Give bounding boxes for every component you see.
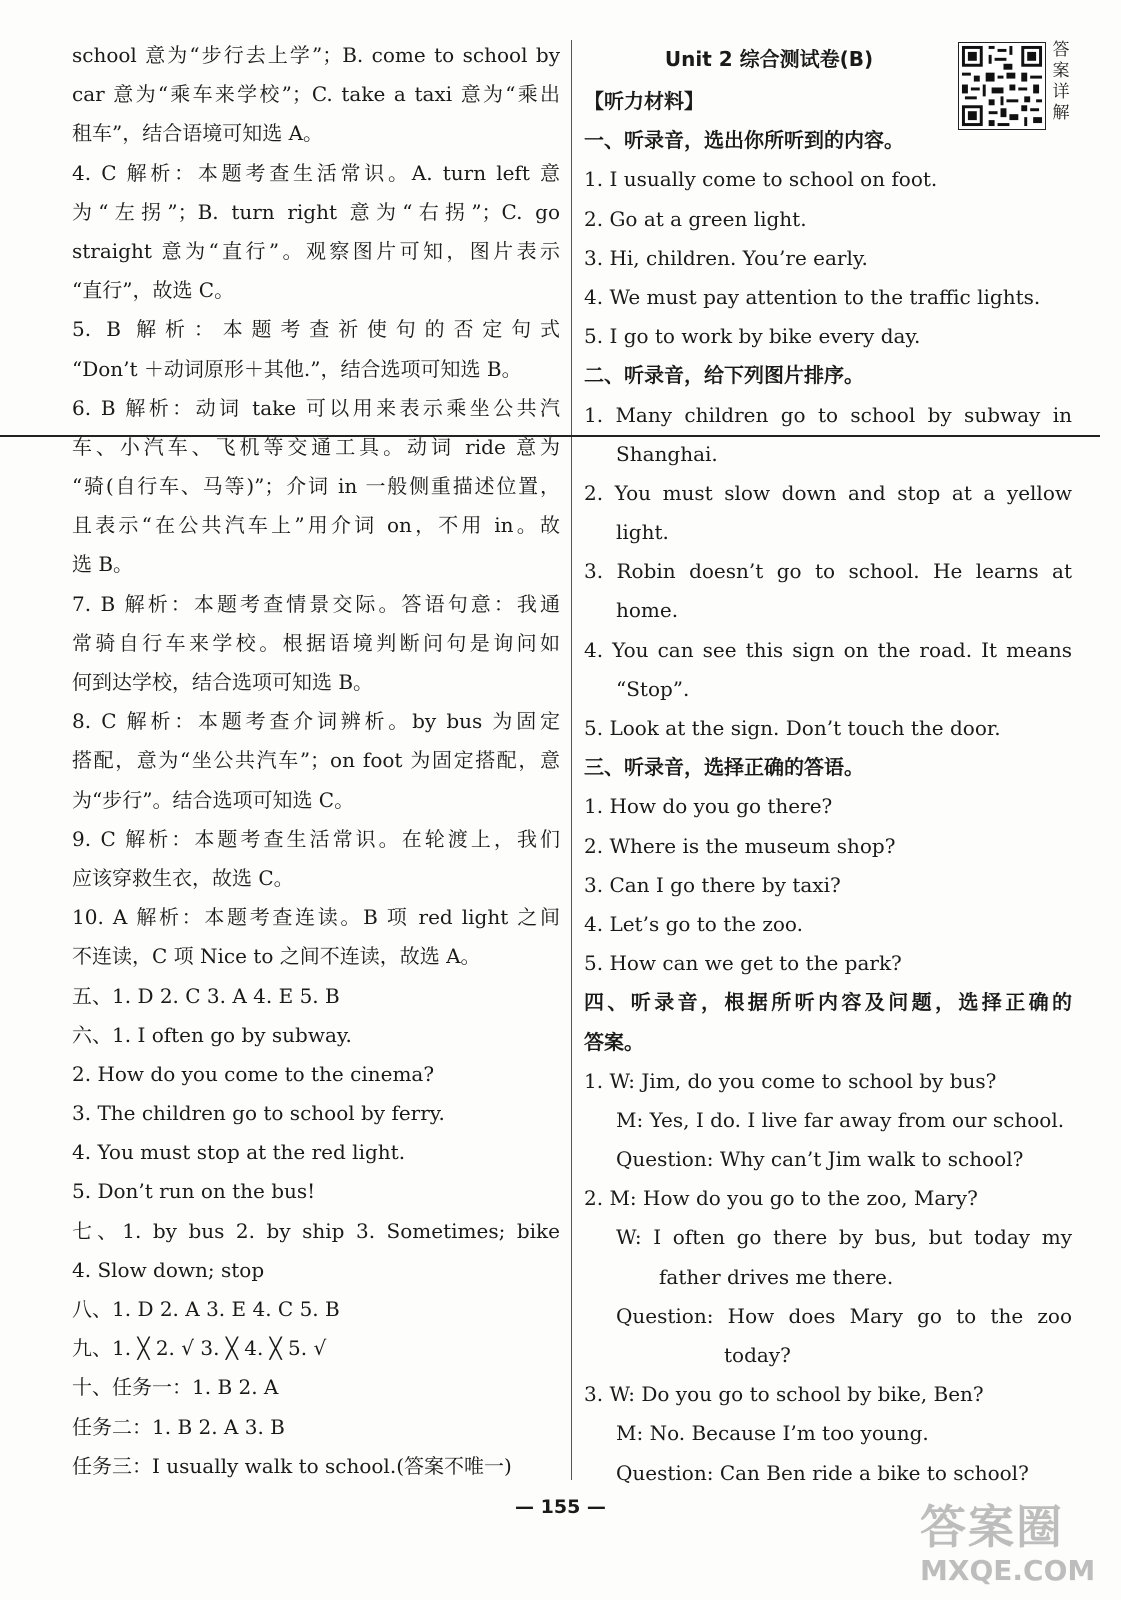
left-column xyxy=(72,36,560,1486)
text-line: 二、听录音，给下列图片排序。 xyxy=(584,363,864,388)
qr-caption-char: 解 xyxy=(1052,103,1070,123)
text-line: 4. You must stop at the red light. xyxy=(72,1140,406,1165)
text-line: 3. Robin doesn’t go to school. He learns at xyxy=(584,559,1072,584)
text-line: “直行”，故选 C。 xyxy=(72,278,235,303)
text-line: 且表示“在公共汽车上”用介词 on，不用 in。故 xyxy=(72,513,560,538)
right-column xyxy=(584,36,1072,1493)
text-line: 4. Let’s go to the zoo. xyxy=(584,911,803,936)
text-line: 四、听录音，根据所听内容及问题，选择正确的 xyxy=(584,990,1072,1015)
text-line: 三、听录音，选择正确的答语。 xyxy=(584,755,864,780)
text-line: 常骑自行车来学校。根据语境判断问句是询问如 xyxy=(72,630,560,655)
text-line: home. xyxy=(616,598,679,623)
text-line: 1. Many children go to school by subway in xyxy=(584,402,1072,427)
text-line: 七、1. by bus 2. by ship 3. Sometimes; bike xyxy=(72,1218,560,1243)
page-title: Unit 2 综合测试卷(B) xyxy=(664,47,874,71)
text-line: 10. A 解析：本题考查连读。B 项 red light 之间 xyxy=(72,905,560,930)
text-line: 5. B 解析：本题考查祈使句的否定句式 xyxy=(72,317,560,342)
text-line: 十、任务一：1. B 2. A xyxy=(72,1375,279,1400)
text-line: light. xyxy=(616,520,669,545)
text-line: M: Yes, I do. I live far away from our school. xyxy=(616,1107,1065,1132)
text-line: 8. C 解析：本题考查介词辨析。by bus 为固定 xyxy=(72,709,560,734)
text-line: 1. How do you go there? xyxy=(584,794,833,819)
text-line: 2. M: How do you go to the zoo, Mary? xyxy=(584,1186,978,1211)
text-line: Question: How does Mary go to the zoo xyxy=(616,1303,1072,1328)
text-line: 2. You must slow down and stop at a yellow xyxy=(584,480,1072,505)
text-line: car 意为“乘车来学校”；C. take a taxi 意为“乘出 xyxy=(72,82,560,107)
qr-caption-char: 案 xyxy=(1052,61,1070,81)
text-line: father drives me there. xyxy=(659,1264,894,1289)
text-line: 5. I go to work by bike every day. xyxy=(584,324,921,349)
text-line: 3. Hi, children. You’re early. xyxy=(584,245,868,270)
text-line: 2. Where is the museum shop? xyxy=(584,833,896,858)
text-line: straight 意为“直行”。观察图片可知，图片表示 xyxy=(72,238,560,263)
text-line: 一、听录音，选出你所听到的内容。 xyxy=(584,128,904,153)
qr-caption-char: 详 xyxy=(1052,82,1070,102)
text-line: 4. C 解析：本题考查生活常识。A. turn left 意 xyxy=(72,160,560,185)
text-line: 7. B 解析：本题考查情景交际。答语句意：我通 xyxy=(72,591,560,616)
text-line: 6. B 解析：动词 take 可以用来表示乘坐公共汽 xyxy=(72,395,560,420)
text-line: 选 B。 xyxy=(72,552,134,577)
column-divider xyxy=(571,40,572,1480)
text-line: Question: Why can’t Jim walk to school? xyxy=(616,1147,1024,1172)
page-number: — 155 — xyxy=(515,1496,606,1518)
text-line: 租车”，结合语境可知选 A。 xyxy=(72,121,324,146)
text-line: 【听力材料】 xyxy=(584,89,704,113)
text-line: 何到达学校，结合选项可知选 B。 xyxy=(72,670,374,694)
qr-caption xyxy=(1050,40,1072,124)
qr-caption-char: 答 xyxy=(1052,40,1070,60)
qr-code-graphic xyxy=(959,43,1045,129)
text-line: Shanghai. xyxy=(616,441,718,466)
text-line: 为“步行”。结合选项可知选 C。 xyxy=(72,787,355,812)
text-line: 4. We must pay attention to the traffic lights. xyxy=(584,284,1041,309)
text-line: 1. I usually come to school on foot. xyxy=(584,167,938,192)
text-line: 为“左拐”；B. turn right 意为“右拐”；C. go xyxy=(72,199,560,224)
text-line: 5. Don’t run on the bus! xyxy=(72,1179,316,1204)
text-line: 车、小汽车、飞机等交通工具。动词 ride 意为 xyxy=(72,434,560,459)
text-line: 4. Slow down; stop xyxy=(72,1257,265,1282)
text-line: 应该穿救生衣，故选 C。 xyxy=(72,865,294,890)
text-line: 任务三：I usually walk to school.(答案不唯一) xyxy=(72,1453,512,1478)
text-line: M: No. Because I’m too young. xyxy=(616,1421,929,1446)
text-line: “骑(自行车、马等)”；介词 in 一般侧重描述位置， xyxy=(72,474,560,499)
text-line: 2. Go at a green light. xyxy=(584,206,807,231)
text-line: 答案。 xyxy=(584,1029,644,1054)
text-line: 九、1. ╳ 2. √ 3. ╳ 4. ╳ 5. √ xyxy=(72,1336,327,1361)
text-line: 4. You can see this sign on the road. It means xyxy=(584,637,1072,662)
text-line: 9. C 解析：本题考查生活常识。在轮渡上，我们 xyxy=(72,826,560,851)
text-line: 3. The children go to school by ferry. xyxy=(72,1101,445,1126)
text-line: Question: Can Ben ride a bike to school? xyxy=(616,1460,1029,1485)
listening-material xyxy=(584,82,1072,1493)
text-line: 五、1. D 2. C 3. A 4. E 5. B xyxy=(72,983,340,1008)
text-line: 5. Look at the sign. Don’t touch the door. xyxy=(584,716,1001,740)
text-line: school 意为“步行去上学”；B. come to school by xyxy=(72,43,560,67)
text-line: 搭配，意为“坐公共汽车”；on foot 为固定搭配，意 xyxy=(72,748,560,773)
text-line: 六、1. I often go by subway. xyxy=(72,1022,352,1047)
text-line: W: I often go there by bus, but today my xyxy=(616,1225,1072,1250)
watermark-line-2: MXQE.COM xyxy=(920,1554,1096,1587)
text-line: 3. Can I go there by taxi? xyxy=(584,872,841,897)
text-line: “Stop”. xyxy=(616,676,690,701)
watermark-line-1: 答案圈 xyxy=(920,1500,1064,1554)
text-line: 八、1. D 2. A 3. E 4. C 5. B xyxy=(72,1297,340,1321)
text-line: 3. W: Do you go to school by bike, Ben? xyxy=(584,1382,984,1407)
text-line: 不连读，C 项 Nice to 之间不连读，故选 A。 xyxy=(72,944,481,969)
text-line: 1. W: Jim, do you come to school by bus? xyxy=(584,1068,997,1093)
text-line: 2. How do you come to the cinema? xyxy=(72,1061,435,1086)
watermark-logo xyxy=(920,1500,1110,1596)
text-line: “Don’t ＋动词原形＋其他.”，结合选项可知选 B。 xyxy=(72,356,522,381)
text-line: 5. How can we get to the park? xyxy=(584,951,902,976)
text-line: 任务二：1. B 2. A 3. B xyxy=(72,1414,285,1439)
qr-code-icon[interactable] xyxy=(958,42,1046,130)
text-line: today? xyxy=(724,1343,791,1367)
